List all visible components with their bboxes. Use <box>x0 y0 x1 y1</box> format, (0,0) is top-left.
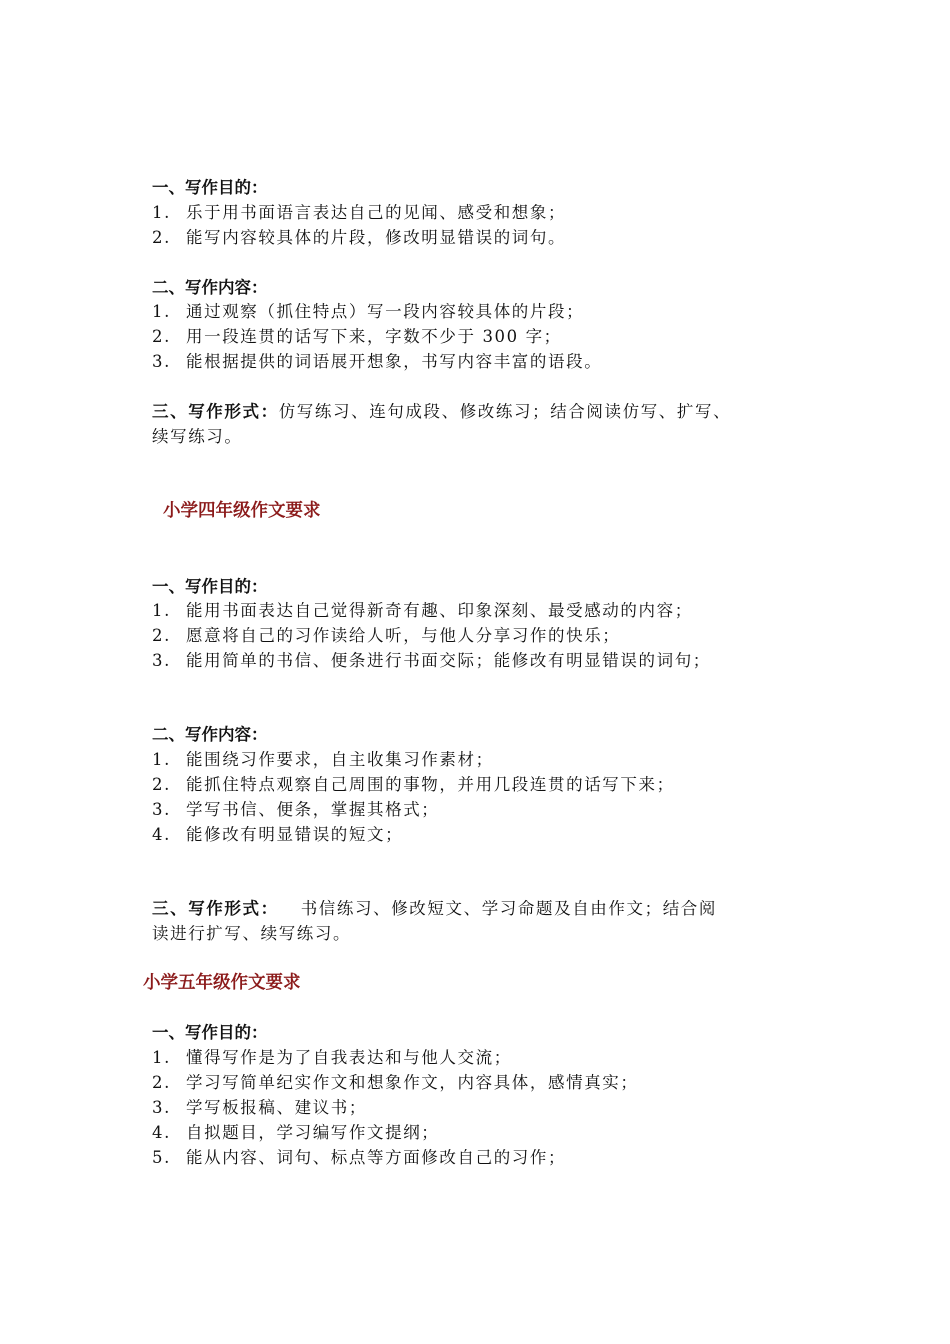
list-item: 4. 自拟题目，学习编写作文提纲； <box>152 1123 440 1142</box>
list-item: 1. 懂得写作是为了自我表达和与他人交流； <box>152 1048 512 1067</box>
list-item: 2. 愿意将自己的习作读给人听，与他人分享习作的快乐； <box>152 626 621 645</box>
g3-form-line-1: 三、写作形式：仿写练习、连句成段、修改练习；结合阅读仿写、扩写、 <box>152 402 732 421</box>
list-item: 2. 学习写简单纪实作文和想象作文，内容具体，感情真实； <box>152 1073 639 1092</box>
list-item: 2. 用一段连贯的话写下来，字数不少于 300 字； <box>152 327 562 346</box>
list-item: 1. 通过观察（抓住特点）写一段内容较具体的片段； <box>152 302 585 321</box>
list-item: 1. 能用书面表达自己觉得新奇有趣、印象深刻、最受感动的内容； <box>152 601 693 620</box>
list-item: 2. 能写内容较具体的片段，修改明显错误的词句。 <box>152 228 567 247</box>
list-item: 3. 能用简单的书信、便条进行书面交际；能修改有明显错误的词句； <box>152 651 711 670</box>
g4-form-heading: 三、写作形式： <box>152 899 279 918</box>
g3-content-heading: 二、写作内容： <box>152 278 268 297</box>
g4-form-line-1: 三、写作形式： 书信练习、修改短文、学习命题及自由作文；结合阅 <box>152 899 718 918</box>
g3-form-heading: 三、写作形式： <box>152 402 279 421</box>
g4-purpose-heading: 一、写作目的： <box>152 577 268 596</box>
list-item: 3. 学写书信、便条，掌握其格式； <box>152 800 440 819</box>
list-item: 3. 能根据提供的词语展开想象，书写内容丰富的语段。 <box>152 352 603 371</box>
g5-purpose-heading: 一、写作目的： <box>152 1023 268 1042</box>
g4-form-line-2: 读进行扩写、续写练习。 <box>152 924 352 943</box>
list-item: 3. 学写板报稿、建议书； <box>152 1098 367 1117</box>
g4-content-heading: 二、写作内容： <box>152 725 268 744</box>
list-item: 4. 能修改有明显错误的短文； <box>152 825 404 844</box>
g3-form-line-2: 续写练习。 <box>152 427 243 446</box>
list-item: 1. 能围绕习作要求，自主收集习作素材； <box>152 750 494 769</box>
list-item: 5. 能从内容、词句、标点等方面修改自己的习作； <box>152 1148 567 1167</box>
g5-section-title: 小学五年级作文要求 <box>143 973 301 993</box>
g3-purpose-heading: 一、写作目的： <box>152 178 268 197</box>
list-item: 2. 能抓住特点观察自己周围的事物，并用几段连贯的话写下来； <box>152 775 675 794</box>
list-item: 1. 乐于用书面语言表达自己的见闻、感受和想象； <box>152 203 567 222</box>
g4-section-title: 小学四年级作文要求 <box>163 501 321 521</box>
